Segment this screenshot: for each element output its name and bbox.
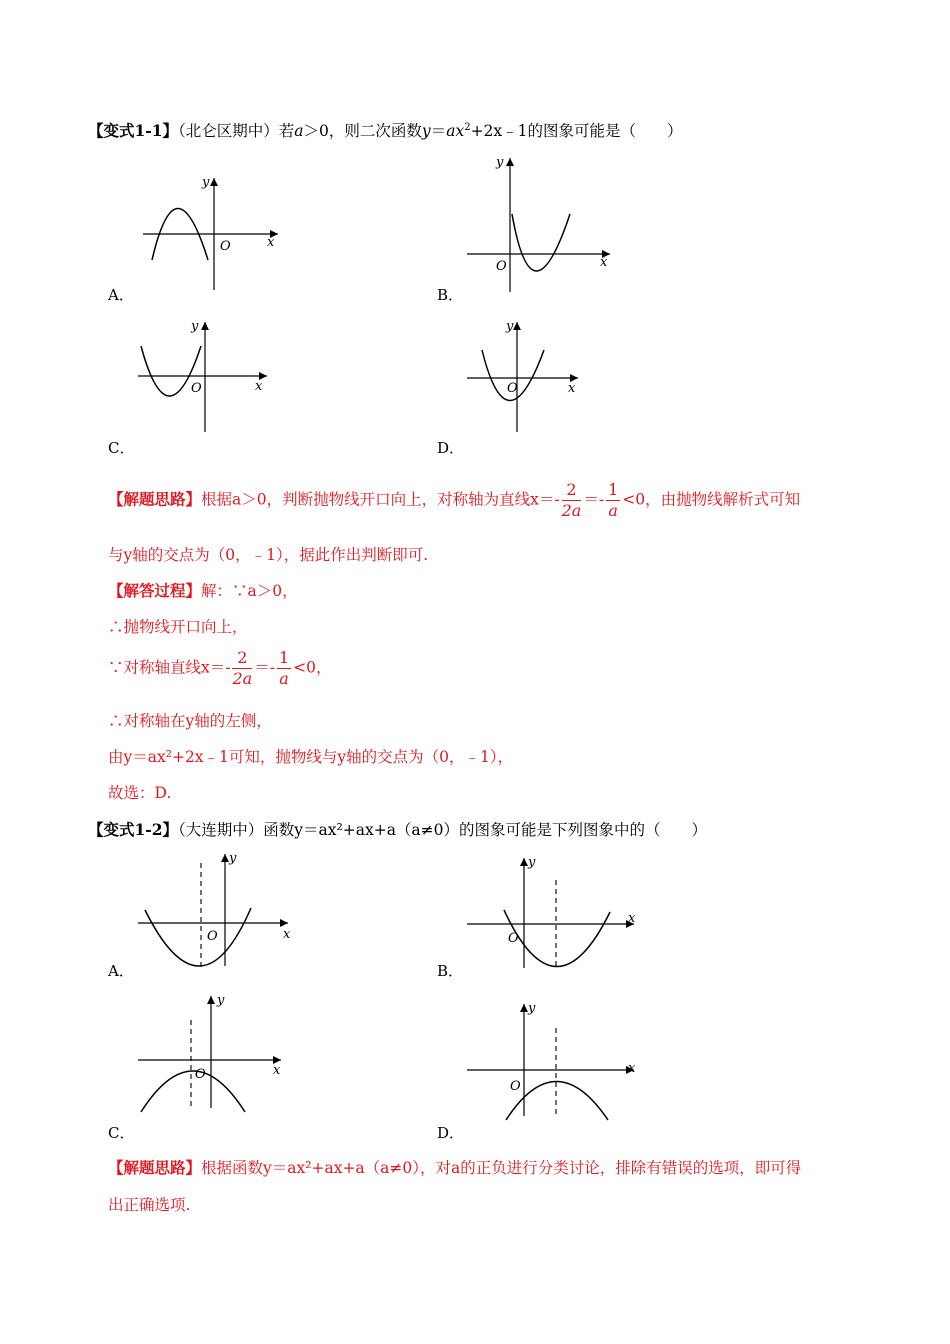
q2-tag: 【变式1-2】 bbox=[88, 820, 179, 839]
q1-analysis-line2: 与y轴的交点为（0，﹣1），据此作出判断即可. bbox=[108, 546, 429, 564]
svg-text:y: y bbox=[496, 155, 504, 170]
svg-text:O: O bbox=[510, 1079, 521, 1094]
svg-text:y: y bbox=[528, 1001, 536, 1016]
svg-text:O: O bbox=[191, 381, 202, 396]
q1-solution-line4: ∴对称轴在y轴的左侧， bbox=[108, 712, 272, 730]
q1-option-c[interactable]: C． bbox=[108, 439, 135, 457]
q2-option-c[interactable]: C． bbox=[108, 1124, 135, 1142]
svg-text:x: x bbox=[568, 381, 576, 396]
q2-option-b[interactable]: B． bbox=[437, 962, 464, 980]
q2-analysis-line2: 出正确选项. bbox=[108, 1196, 191, 1214]
fraction: $\frac{2}{2a}$ bbox=[232, 648, 253, 688]
q1-tag: 【变式1-1】 bbox=[88, 121, 179, 140]
q1-option-b[interactable]: B． bbox=[437, 286, 464, 304]
q2-graph-b bbox=[462, 852, 642, 972]
fraction: $\frac{2}{2a}$ bbox=[561, 480, 582, 520]
svg-text:y: y bbox=[528, 855, 536, 870]
q1-graph-c bbox=[133, 316, 283, 436]
q2-option-d[interactable]: D． bbox=[437, 1124, 465, 1142]
q1-solution-line6: 故选：D. bbox=[108, 784, 172, 802]
fraction: $\frac{1}{a}$ bbox=[278, 648, 290, 688]
q1-stem: 【变式1-1】（北仑区期中）若a＞0，则二次函数$y=ax^2+2x﹣1$的图象可能是（ ） bbox=[88, 121, 683, 140]
q1-solution-line2: ∴抛物线开口向上， bbox=[108, 618, 248, 636]
svg-text:O: O bbox=[508, 931, 519, 946]
q1-option-a[interactable]: A． bbox=[108, 286, 134, 304]
q1-analysis-line1: 【解题思路】根据a＞0，判断抛物线开口向上，对称轴为直线x＝- $\frac{2}{2a}$ ＝- $\frac{1}{a}$ <0，由抛物线解析式可知 bbox=[108, 480, 801, 520]
svg-text:y: y bbox=[229, 851, 237, 866]
svg-text:O: O bbox=[496, 259, 507, 274]
q2-graph-a bbox=[133, 848, 303, 973]
svg-text:O: O bbox=[220, 239, 231, 254]
q1-graph-a bbox=[138, 172, 288, 297]
svg-text:y: y bbox=[191, 319, 199, 334]
q1-graph-b bbox=[462, 152, 622, 297]
q1-option-d[interactable]: D． bbox=[437, 439, 465, 457]
q1-graph-d bbox=[462, 316, 592, 436]
svg-text:x: x bbox=[255, 379, 263, 394]
fraction: $\frac{1}{a}$ bbox=[608, 480, 619, 520]
svg-text:x: x bbox=[283, 927, 291, 942]
q1-solution-line1: 【解答过程】解：∵a＞0， bbox=[108, 581, 298, 600]
q1-solution-line5: 由y＝ax²+2x﹣1可知，抛物线与y轴的交点为（0，﹣1）， bbox=[108, 748, 514, 766]
svg-text:y: y bbox=[506, 319, 514, 334]
q2-option-a[interactable]: A． bbox=[108, 962, 134, 980]
svg-text:x: x bbox=[600, 255, 608, 270]
q2-analysis-line1: 【解题思路】根据函数y＝ax²+ax+a（a≠0），对a的正负进行分类讨论，排除有错误的选项，即可得 bbox=[108, 1158, 802, 1177]
svg-text:O: O bbox=[195, 1067, 206, 1082]
svg-text:x: x bbox=[628, 911, 636, 926]
q2-stem: 【变式1-2】（大连期中）函数y＝ax²+ax+a（a≠0）的图象可能是下列图象中的（ ） bbox=[88, 820, 708, 839]
q1-solution-line3: ∵对称轴直线x＝- $\frac{2}{2a}$ ＝- $\frac{1}{a}$ <0， bbox=[108, 648, 332, 688]
q2-graph-c bbox=[133, 990, 293, 1115]
q2-graph-d bbox=[462, 998, 642, 1123]
svg-text:x: x bbox=[267, 235, 275, 250]
svg-text:O: O bbox=[207, 929, 218, 944]
svg-text:x: x bbox=[628, 1061, 636, 1076]
svg-text:O: O bbox=[507, 381, 518, 396]
svg-text:y: y bbox=[202, 175, 210, 190]
svg-text:x: x bbox=[273, 1063, 281, 1078]
svg-text:y: y bbox=[217, 993, 225, 1008]
